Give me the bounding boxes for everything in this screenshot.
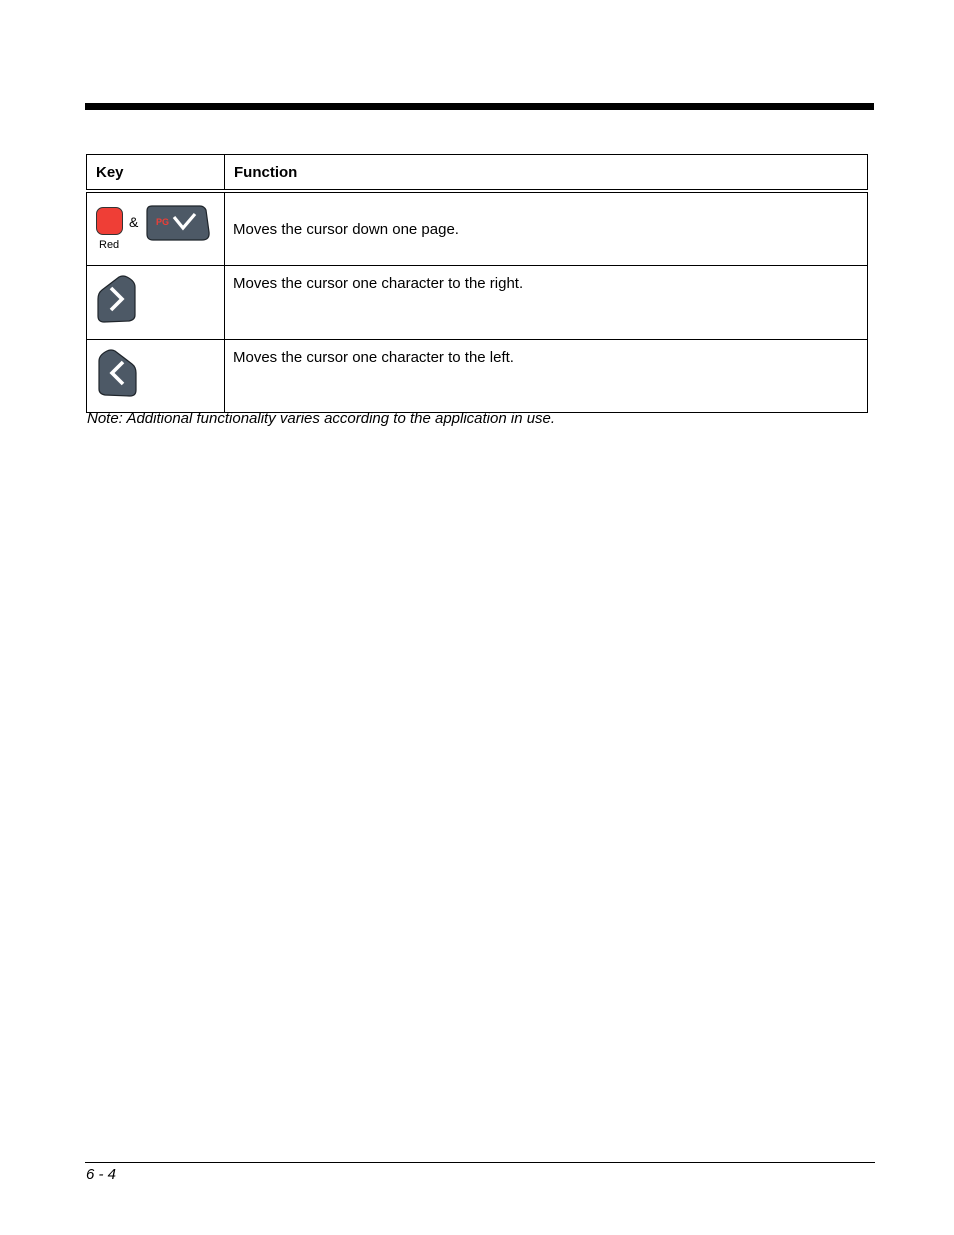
page-number: 6 - 4 — [86, 1166, 117, 1183]
right-arrow-key-icon — [96, 275, 138, 323]
left-arrow-key-icon — [96, 349, 138, 397]
table-row — [87, 266, 868, 340]
table-row — [87, 191, 868, 266]
table-row — [87, 340, 868, 413]
footer-rule — [85, 1162, 875, 1163]
red-key-icon — [96, 207, 123, 235]
header-key: Key — [87, 155, 225, 192]
red-key-caption: Red — [99, 239, 120, 251]
key-joiner: & — [129, 214, 139, 230]
table-header-row — [87, 155, 868, 192]
function-cell: Moves the cursor one character to the right. — [225, 266, 868, 340]
header-rule — [85, 103, 874, 110]
key-function-table — [86, 154, 868, 413]
page-down-key-icon — [146, 205, 210, 241]
note-text: Note: Additional functionality varies according to the application in use. — [87, 410, 556, 427]
pg-key-label: PG — [156, 217, 170, 227]
key-cell — [87, 340, 225, 413]
header-function: Function — [225, 155, 868, 192]
function-cell: Moves the cursor down one page. — [225, 191, 868, 266]
key-cell — [87, 191, 225, 266]
function-cell: Moves the cursor one character to the left. — [225, 340, 868, 413]
key-cell — [87, 266, 225, 340]
